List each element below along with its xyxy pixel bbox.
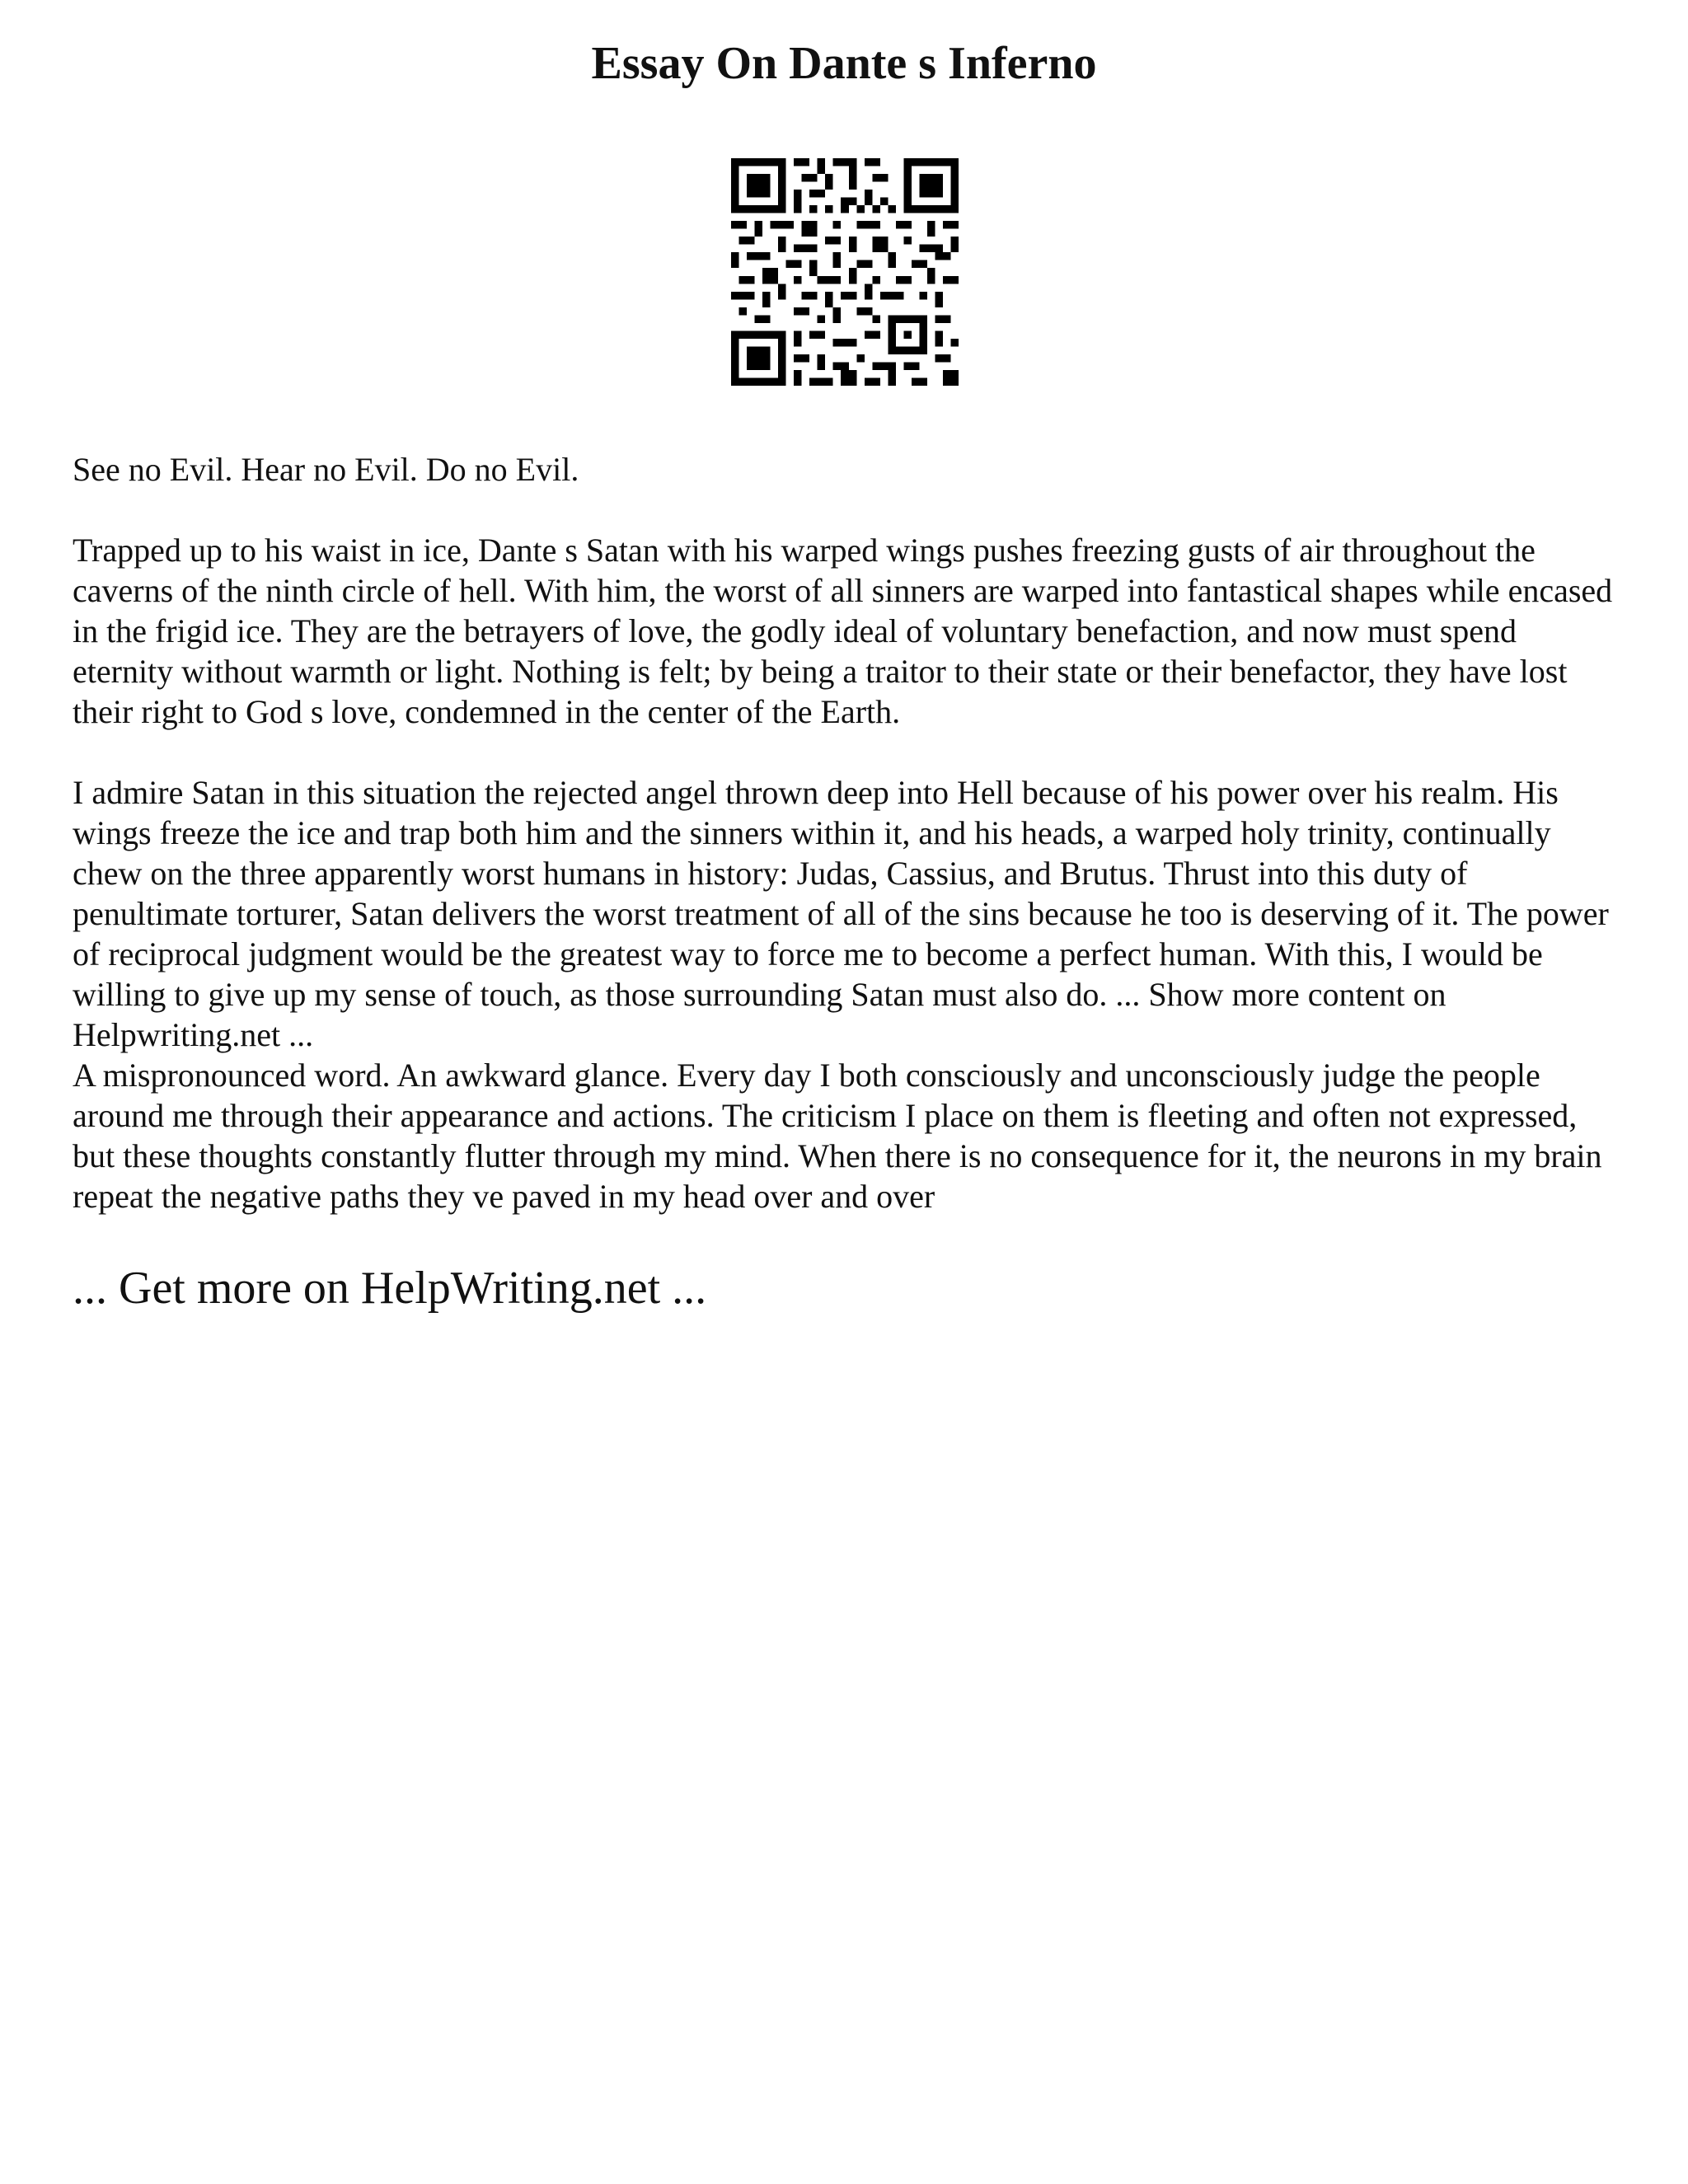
essay-paragraph-1: Trapped up to his waist in ice, Dante s Satan with his warped wings pushes freezing gusts of air throughout the caverns of the ninth circle of hell. With him, the worst of all sinners are warped into fantastical shapes while encased in the frigid ice. They are the betrayers of love, the godly ideal of voluntary benefaction, and now must spend eternity without warmth or light. Nothing is felt; by being a traitor to their state or their benefactor, they have lost their right to God s love, condemned in the center of the Earth. (73, 532, 1613, 730)
essay-paragraph-3: A mispronounced word. An awkward glance. Every day I both consciously and unconsciously judge the people around me through their appearance and actions. The criticism I place on them is fleeting and often not expressed, but these thoughts constantly flutter through my mind. When there is no consequence for it, the neurons in my brain repeat the negative paths they ve paved in my head over and over (73, 1057, 1602, 1215)
motto-paragraph: See no Evil. Hear no Evil. Do no Evil. (73, 451, 579, 488)
essay-paragraph-2: I admire Satan in this situation the rejected angel thrown deep into Hell because of his power over his realm. His wings freeze the ice and trap both him and the sinners within it, and his heads, a warped holy trinity, continually chew on the three apparently worst humans in history: Judas, Cassius, and Brutus. Thrust into this duty of penultimate torturer, Satan delivers the worst treatment of all of the sins because he too is deserving of it. The power of reciprocal judgment would be the greatest way to force me to become a perfect human. With this, I would be willing to give up my sense of touch, as those surrounding Satan must also do. ... Show more content on Helpwriting.net ... (73, 774, 1609, 1053)
document-title: Essay On Dante s Inferno (591, 38, 1097, 89)
get-more-link[interactable]: ... Get more on HelpWriting.net ... (73, 1263, 707, 1314)
qr-code-icon (731, 158, 959, 386)
